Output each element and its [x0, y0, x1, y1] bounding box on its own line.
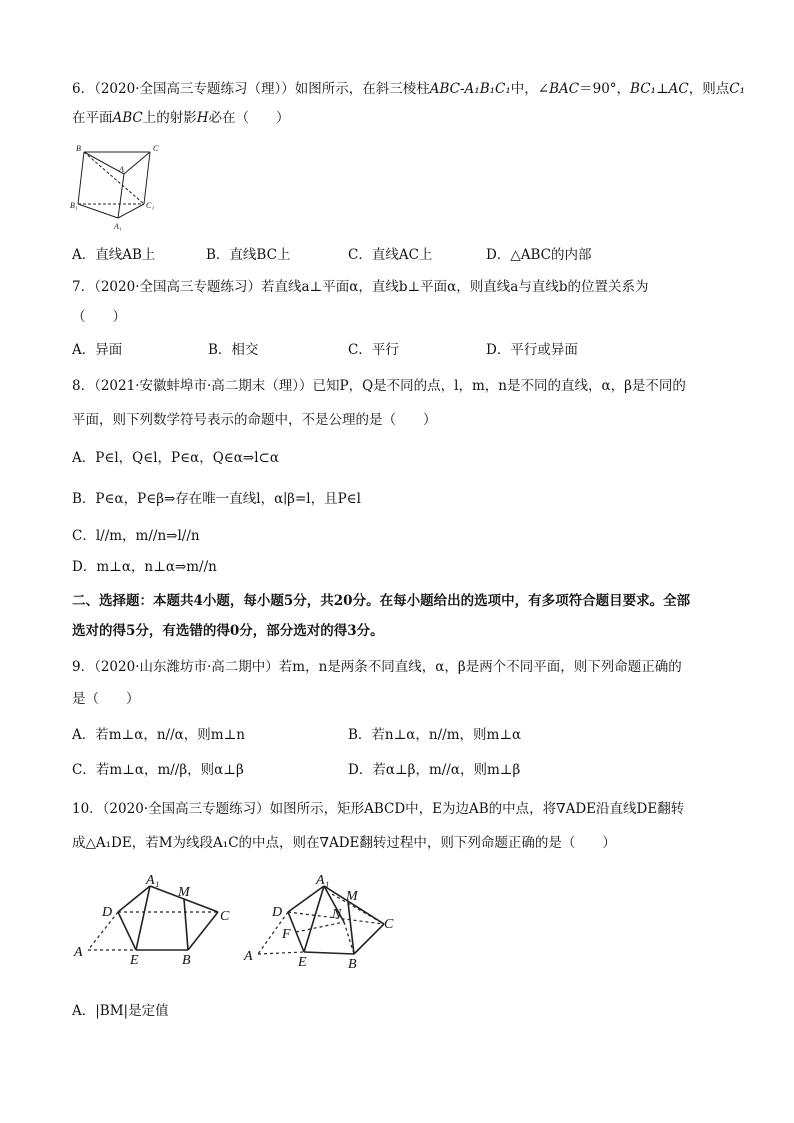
q6-perp: BC₁⊥AC [630, 81, 689, 97]
q6-point-c1: C₁ [729, 81, 745, 97]
q6-point-h: H [196, 110, 209, 126]
q7-option-c: C．平行 [348, 342, 399, 358]
q10-line1: 10．（2020·全国高三专题练习）如图所示，矩形ABCD中，E为边AB的中点，将∇ADE沿直线DE翻转 [72, 801, 685, 817]
q6-stem-c: ＝90°， [579, 81, 631, 97]
q6-label-b1: B₁ [70, 201, 78, 210]
q10-fig1-e: E [130, 953, 139, 967]
q6-stem-d: ，则点 [688, 81, 730, 97]
q10-figure-2 [240, 872, 410, 972]
q10-fig2-m: M [346, 889, 358, 904]
q8-line1: 8．（2021·安徽蚌埠市·高二期末（理））已知P，Q是不同的点，l，m，n是不同的直线，α，β是不同的 [72, 378, 686, 394]
q6-angle: BAC [549, 81, 580, 97]
q9-option-c: C．若m⊥α，m//β，则α⊥β [72, 762, 244, 778]
q9-option-a: A．若m⊥α，n//α，则m⊥n [72, 727, 245, 743]
q8-option-a: A．P∈l，Q∈l，P∈α，Q∈α⇒l⊂α [72, 450, 279, 466]
q9-option-b: B．若n⊥α，n//m，则m⊥α [348, 727, 522, 743]
q6-label-a1: A₁ [114, 222, 122, 231]
q6-plane: ABC [112, 110, 143, 126]
q6-label-a: A [119, 165, 124, 174]
q6-label-c: C [153, 144, 159, 153]
q10-fig2-b: B [348, 957, 357, 972]
q8-option-c: C．l//m，m//n⇒l//n [72, 528, 200, 544]
q6-stem-e: 在平面 [72, 110, 113, 126]
q10-line2: 成△A₁DE，若M为线段A₁C的中点，则在∇ADE翻转过程中，则下列命题正确的是（ ） [72, 835, 616, 851]
q10-fig1-c: C [220, 909, 230, 924]
q9-line2: 是（ ） [72, 691, 140, 707]
q6-line2 [72, 109, 290, 127]
q10-fig2-e: E [298, 955, 307, 970]
q6-label-b: B [76, 144, 81, 153]
q10-fig1-a1: A₁ [146, 873, 160, 888]
q9-line1: 9．（2020·山东潍坊市·高二期中）若m，n是两条不同直线，α，β是两个不同平面，则下列命题正确的 [72, 659, 682, 675]
q10-fig2-f: F [282, 927, 291, 942]
section2-line1: 二、选择题：本题共4小题，每小题5分，共20分。在每小题给出的选项中，有多项符合题目要求。全部 [72, 593, 691, 609]
q10-fig1-a: A [74, 945, 83, 960]
q7-option-d: D．平行或异面 [486, 342, 578, 358]
q6-line1 [72, 80, 745, 98]
q10-fig2-a1: A₁ [316, 873, 330, 888]
q6-stem-b: 中，∠ [510, 81, 550, 97]
q6-option-a: A．直线AB上 [72, 247, 156, 263]
q6-stem-g: 必在（ ） [208, 110, 290, 126]
q6-prism-figure [70, 140, 170, 235]
q8-option-d: D．m⊥α，n⊥α⇒m//n [72, 559, 217, 575]
q7-line1: 7．（2020·全国高三专题练习）若直线a⊥平面α，直线b⊥平面α，则直线a与直线b的位置关系为 [72, 279, 649, 295]
q6-stem-a: 6．（2020·全国高三专题练习（理））如图所示，在斜三棱柱 [72, 81, 430, 97]
q10-fig1-m: M [178, 885, 190, 900]
q10-fig1-b: B [182, 953, 191, 967]
section2-line2: 选对的得5分，有选错的得0分，部分选对的得3分。 [72, 623, 384, 639]
q10-fig2-n: N [332, 907, 342, 922]
q6-prism: ABC-A₁B₁C₁ [429, 81, 511, 97]
q6-stem-f: 上的射影 [142, 110, 197, 126]
q8-option-b: B．P∈α，P∈β⇒存在唯一直线l，α∣β=l，且P∈l [72, 491, 361, 507]
q10-fig2-c: C [384, 917, 394, 932]
q6-option-c: C．直线AC上 [348, 247, 433, 263]
q7-line2: （ ） [72, 309, 126, 325]
q7-option-b: B．相交 [208, 342, 259, 358]
q10-option-a: A．|BM|是定值 [72, 1003, 169, 1019]
q10-fig2-a: A [244, 949, 253, 964]
q8-line2: 平面，则下列数学符号表示的命题中，不是公理的是（ ） [72, 412, 437, 428]
q6-option-d: D．△ABC的内部 [486, 247, 592, 263]
q10-fig1-d: D [102, 905, 113, 920]
q10-figure-1 [70, 872, 240, 967]
q6-label-c1: C₁ [146, 201, 155, 210]
q6-option-b: B．直线BC上 [206, 247, 291, 263]
q9-option-d: D．若α⊥β，m//α，则m⊥β [348, 762, 521, 778]
q10-fig2-d: D [272, 905, 283, 920]
q7-option-a: A．异面 [72, 342, 123, 358]
